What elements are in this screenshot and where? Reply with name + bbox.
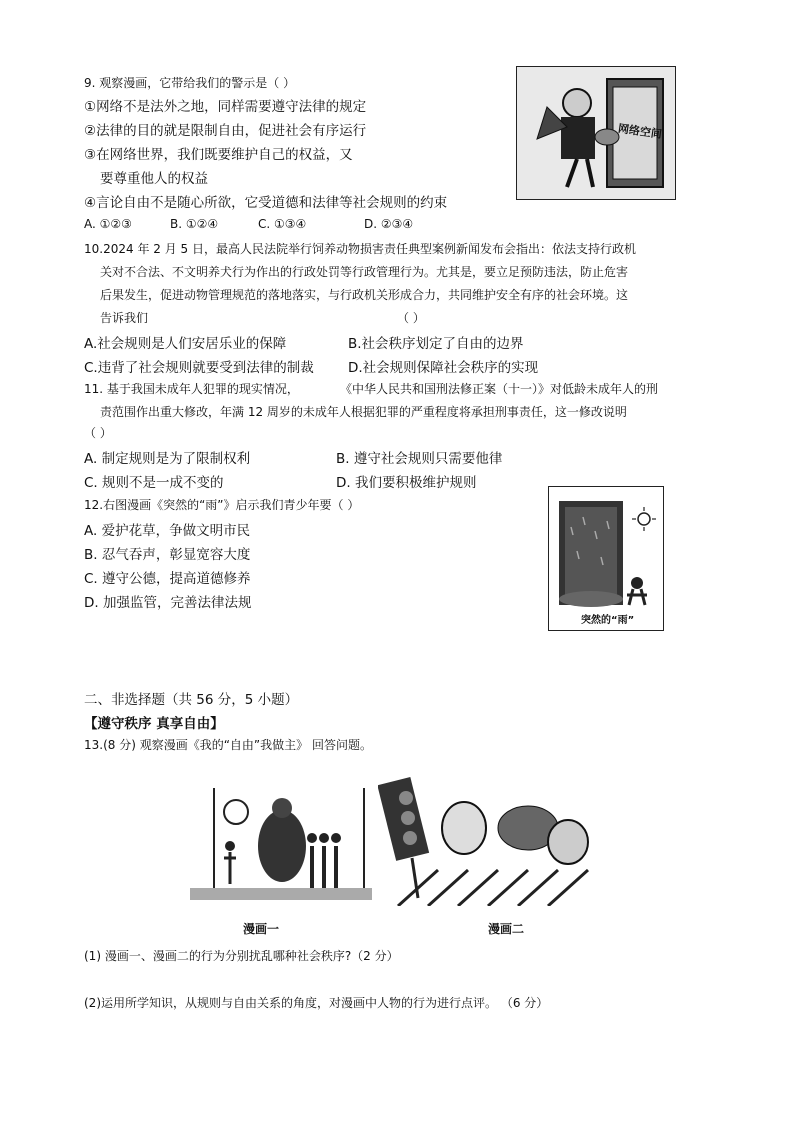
- q12-cartoon-caption: 突然的“雨”: [581, 615, 635, 626]
- q12-cartoon: [548, 486, 664, 631]
- q9-choice-c: C. ①③④: [258, 217, 307, 231]
- q13-cartoon-1-caption: 漫画一: [243, 922, 280, 936]
- q11-choice-a: A. 制定规则是为了限制权利: [84, 451, 251, 467]
- q12-stem: 12.右图漫画《突然的“雨”》启示我们青少年要（ ）: [84, 498, 360, 512]
- q10-line-1: 10.2024 年 2 月 5 日，最高人民法院举行饲养动物损害责任典型案例新闻发布会指出：依法支持行政机: [84, 242, 636, 256]
- q13-subquestion-2: (2)运用所学知识，从规则与自由关系的角度，对漫画中人物的行为进行点评。 （6 分）: [84, 996, 549, 1010]
- q10-line-3: 后果发生，促进动物管理规范的落地落实，与行政机关形成合力，共同维护安全有序的社会环境。这: [100, 288, 629, 302]
- part2-section-heading: 【遵守秩序 真享自由】: [84, 716, 224, 732]
- q9-stem: 9. 观察漫画，它带给我们的警示是（ ）: [84, 76, 296, 90]
- q13-cartoon-1: [190, 788, 372, 906]
- q10-choice-d: D.社会规则保障社会秩序的实现: [348, 360, 539, 376]
- q13-cartoon-2-caption: 漫画二: [488, 922, 525, 936]
- q9-option-2: ②法律的目的就是限制自由，促进社会有序运行: [84, 123, 367, 139]
- q11-choice-c: C. 规则不是一成不变的: [84, 475, 224, 491]
- part2-title: 二、非选择题（共 56 分，5 小题）: [84, 692, 299, 708]
- q9-option-1: ①网络不是法外之地，同样需要遵守法律的规定: [84, 99, 367, 115]
- q13-cartoon-1-drawing: [190, 788, 372, 906]
- q12-choice-d: D. 加强监管，完善法律法规: [84, 595, 252, 611]
- q9-option-4: ④言论自由不是随心所欲，它受道德和法律等社会规则的约束: [84, 195, 448, 211]
- q11-choice-b: B. 遵守社会规则只需要他律: [336, 451, 503, 467]
- q9-choice-b: B. ①②④: [170, 217, 219, 231]
- q9-choice-d: D. ②③④: [364, 217, 414, 231]
- q9-choice-a: A. ①②③: [84, 217, 132, 231]
- q9-cartoon-sign: 网络空间: [617, 121, 663, 141]
- q10-line-2: 关对不合法、不文明养犬行为作出的行政处罚等行政管理行为。尤其是，要立足预防违法，防止危害: [100, 265, 629, 279]
- q11-line-2: 责范围作出重大修改，年满 12 周岁的未成年人根据犯罪的严重程度将承担刑事责任，这一修改说明: [100, 405, 627, 419]
- q11-choice-d: D. 我们要积极维护规则: [336, 475, 477, 491]
- q13-cartoon-2: [378, 758, 602, 906]
- q11-line-1a: 11. 基于我国未成年人犯罪的现实情况，: [84, 382, 299, 396]
- q10-choice-a: A.社会规则是人们安居乐业的保障: [84, 336, 287, 352]
- q11-answer-paren: （ ）: [84, 426, 112, 440]
- q10-line-4: 告诉我们: [100, 311, 149, 325]
- q9-option-3a: ③在网络世界，我们既要维护自己的权益，又: [84, 147, 353, 163]
- q10-choice-b: B.社会秩序划定了自由的边界: [348, 336, 524, 352]
- q11-line-1b: 《中华人民共和国刑法修正案（十一）》对低龄未成年人的刑: [340, 382, 659, 396]
- q13-subquestion-1: (1) 漫画一、漫画二的行为分别扰乱哪种社会秩序?（2 分）: [84, 949, 399, 963]
- q9-option-3b: 要尊重他人的权益: [100, 171, 208, 187]
- q12-cartoon-drawing: [549, 487, 663, 630]
- q9-cartoon: [516, 66, 676, 200]
- q10-choice-c: C.违背了社会规则就要受到法律的制裁: [84, 360, 314, 376]
- q10-answer-paren: （ ）: [397, 311, 425, 325]
- q12-choice-a: A. 爱护花草，争做文明市民: [84, 523, 251, 539]
- q13-cartoon-2-drawing: [378, 758, 602, 906]
- q12-choice-b: B. 忍气吞声，彰显宽容大度: [84, 547, 251, 563]
- q12-choice-c: C. 遵守公德，提高道德修养: [84, 571, 251, 587]
- q13-stem: 13.(8 分) 观察漫画《我的“自由”我做主》 回答问题。: [84, 738, 372, 752]
